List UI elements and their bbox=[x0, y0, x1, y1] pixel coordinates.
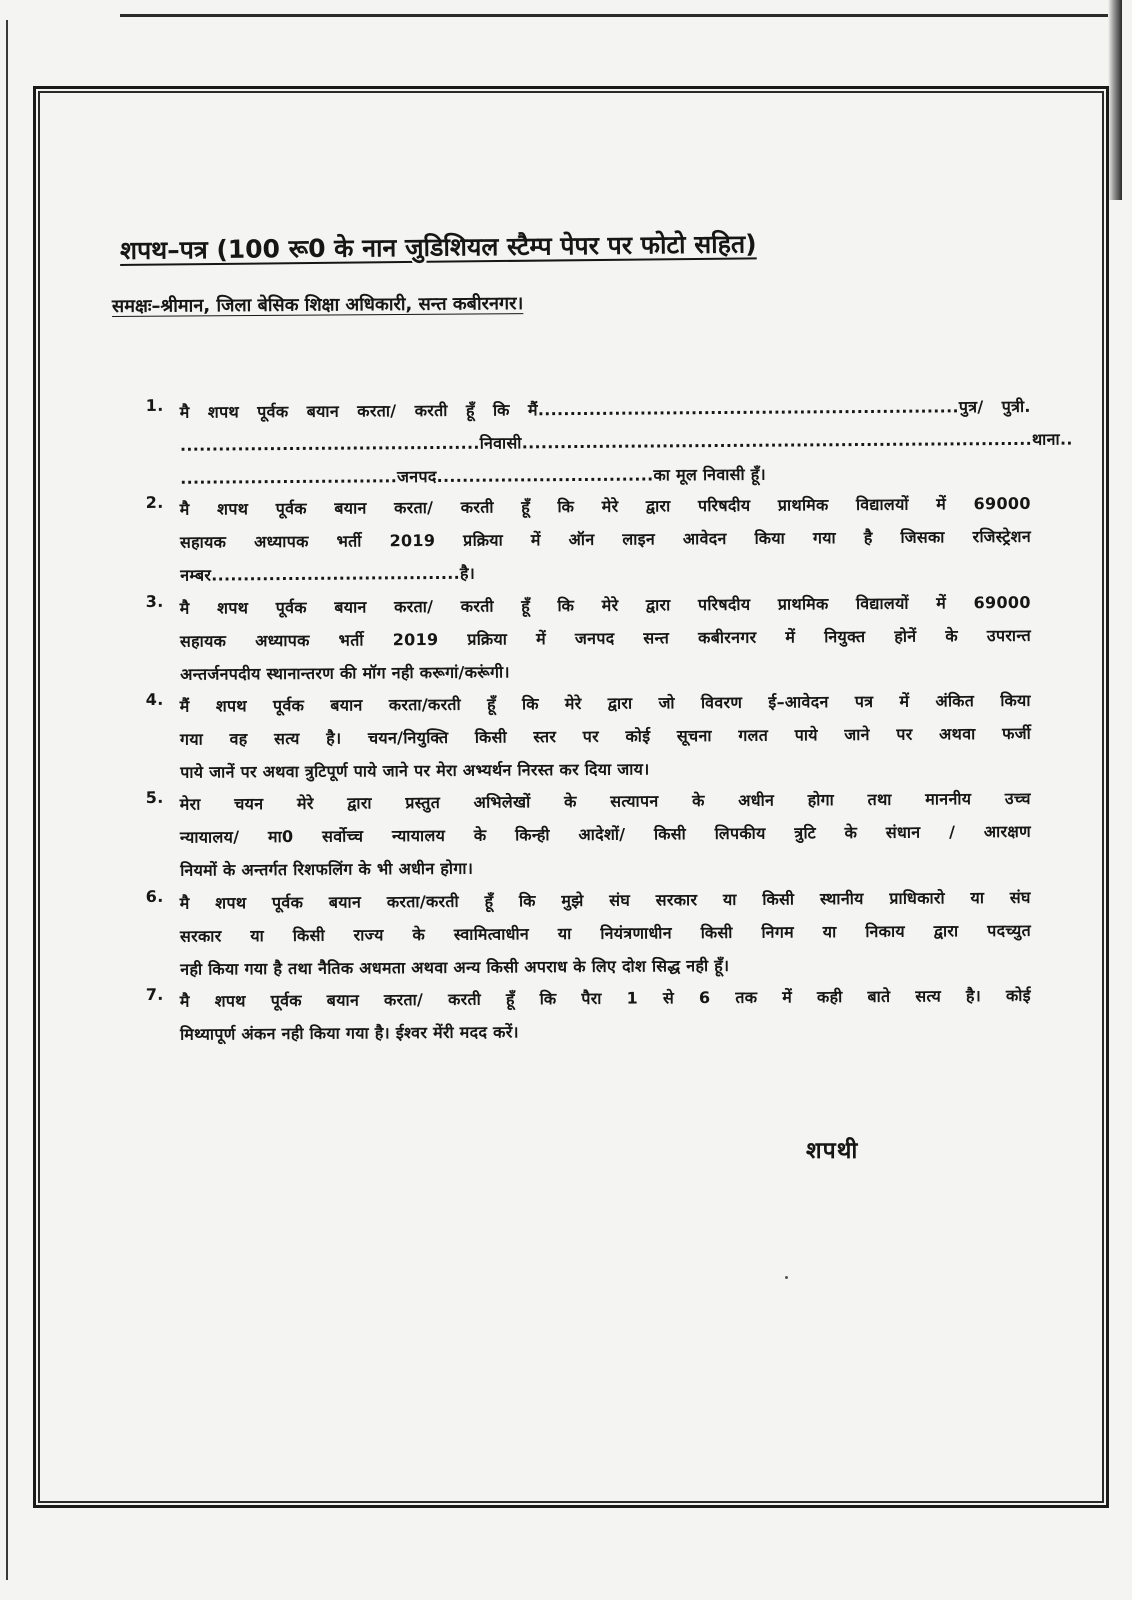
paragraph-line: मै शपथ पूर्वक बयान करता/ करती हूँ कि पैरा 1 से 6 तक में कही बाते सत्य है। कोई bbox=[179, 985, 1031, 1011]
page-edge-right bbox=[1108, 0, 1122, 200]
paragraph-number: 2. bbox=[145, 492, 164, 513]
paragraph-number: 7. bbox=[145, 984, 164, 1005]
paragraph-number: 6. bbox=[145, 886, 164, 907]
paragraph-line: नही किया गया है तथा नैतिक अधमता अथवा अन्य किसी अपराध के लिए दोश सिद्ध नही हूँ। bbox=[180, 955, 730, 979]
paragraph-line: सहायक अध्यापक भर्ती 2019 प्रक्रिया में जनपद सन्त कबीरनगर में नियुक्त होनें के उपरान्त bbox=[179, 625, 1032, 651]
paragraph-line: मिथ्यापूर्ण अंकन नही किया गया है। ईश्वर मेंरी मदद करें। bbox=[180, 1022, 519, 1044]
paragraph-line: मैं शपथ पूर्वक बयान करता/करती हूँ कि मेरे द्वारा जो विवरण ई–आवेदन पत्र में अंकित किया bbox=[179, 690, 1031, 716]
page-edge-top bbox=[120, 14, 1120, 17]
paragraph-number: 1. bbox=[145, 395, 164, 416]
affidavit-paragraph-2 bbox=[146, 487, 1032, 592]
affidavit-paragraph-3 bbox=[146, 586, 1032, 691]
affidavit-paragraph-7 bbox=[146, 979, 1031, 1051]
paragraph-line: मै शपथ पूर्वक बयान करता/ करती हूँ कि मैं..................................................................पुत्र/ पुत्री. bbox=[179, 396, 1031, 422]
paragraph-line: मेरा चयन मेरे द्वारा प्रस्तुत अभिलेखों के सत्यापन के अधीन होगा तथा माननीय उच्च bbox=[179, 788, 1031, 814]
paragraph-line: नम्बर.......................................है। bbox=[180, 563, 476, 585]
paragraph-line: न्यायालय/ मा0 सर्वोच्च न्यायालय के किन्ही आदेशों/ किसी लिपकीय त्रुटि के संधान / आरक्षण bbox=[179, 821, 1032, 847]
paragraph-line: ...............................................निवासी................................................................................थाना.. bbox=[179, 429, 1073, 455]
page-edge-left bbox=[6, 20, 8, 1580]
paragraph-line: मै शपथ पूर्वक बयान करता/ करती हूँ कि मेरे द्वारा परिषदीय प्राथमिक विद्यालयों में 69000 bbox=[179, 493, 1031, 519]
addressee-line: समक्षः–श्रीमान, जिला बेसिक शिक्षा अधिकारी, सन्त कबीरनगर। bbox=[111, 293, 524, 317]
affidavit-paragraph-4 bbox=[146, 684, 1032, 789]
paper-speck bbox=[785, 1276, 788, 1279]
signature-label: शपथी bbox=[806, 1138, 859, 1164]
paragraph-number: 3. bbox=[145, 591, 164, 612]
paragraph-line: सहायक अध्यापक भर्ती 2019 प्रक्रिया में ऑन लाइन आवेदन किया गया है जिसका रजिस्ट्रेशन bbox=[179, 526, 1032, 552]
affidavit-paragraph-5 bbox=[146, 782, 1032, 887]
paragraph-line: नियमों के अन्तर्गत रिशफलिंग के भी अधीन होगा। bbox=[180, 858, 474, 880]
paragraph-line: अन्तर्जनपदीय स्थानान्तरण की मॉग नही करूगां/करूंगी। bbox=[180, 662, 510, 684]
affidavit-paragraph-6 bbox=[146, 881, 1032, 986]
affidavit-paragraph-1 bbox=[145, 390, 1073, 495]
paragraph-line: ..................................जनपद..................................का मूल निवासी हूँ। bbox=[180, 464, 766, 488]
paragraph-number: 4. bbox=[145, 689, 164, 710]
paragraph-line: पाये जानें पर अथवा त्रुटिपूर्ण पाये जाने पर मेरा अभ्यर्थन निरस्त कर दिया जाय। bbox=[180, 759, 650, 782]
paragraph-number: 5. bbox=[145, 787, 164, 808]
paragraph-line: सरकार या किसी राज्य के स्वामित्वाधीन या नियंत्रणाधीन किसी निगम या निकाय द्वारा पदच्युत bbox=[179, 920, 1032, 946]
affidavit-title: शपथ–पत्र (100 रू0 के नान जुडिशियल स्टैम्प पेपर पर फोटो सहित) bbox=[119, 229, 757, 265]
paragraph-line: गया वह सत्य है। चयन/नियुक्ति किसी स्तर पर कोई सूचना गलत पाये जाने पर अथवा फर्जी bbox=[179, 723, 1032, 749]
paragraph-line: मै शपथ पूर्वक बयान करता/ करती हूँ कि मेरे द्वारा परिषदीय प्राथमिक विद्यालयों में 69000 bbox=[179, 592, 1031, 618]
paragraph-line: मै शपथ पूर्वक बयान करता/करती हूँ कि मुझे संघ सरकार या किसी स्थानीय प्राधिकारो या संघ bbox=[179, 887, 1031, 913]
